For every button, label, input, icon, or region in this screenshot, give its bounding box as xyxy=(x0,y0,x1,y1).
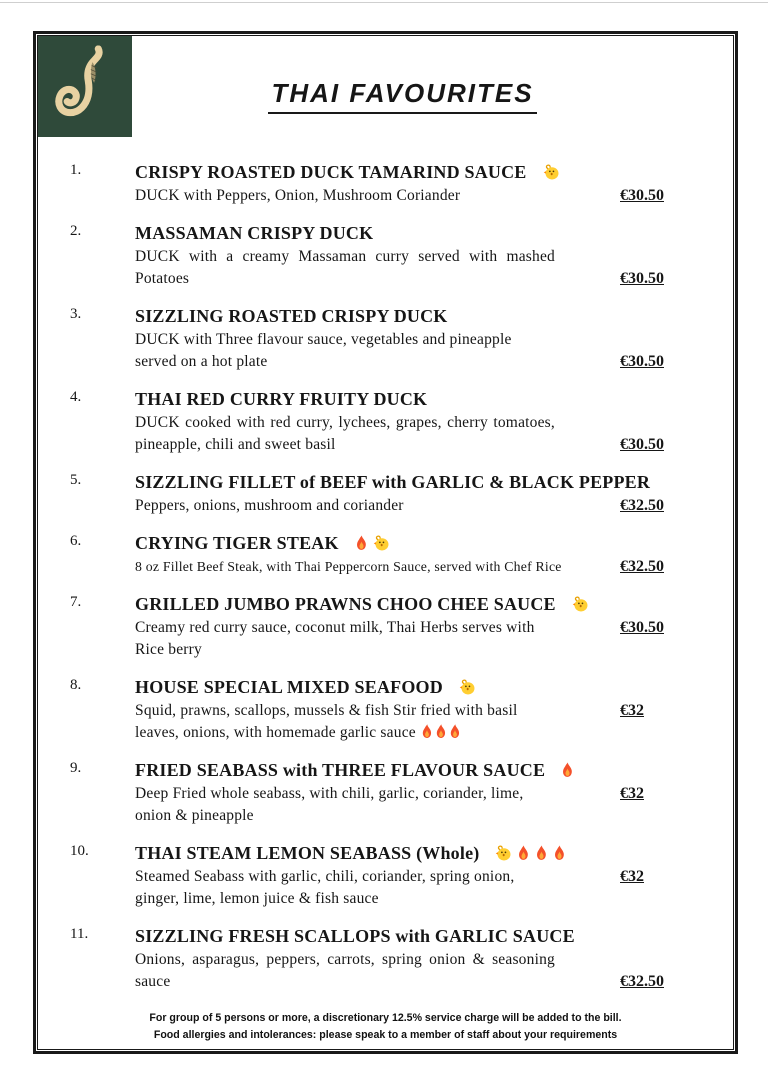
item-title: SIZZLING FRESH SCALLOPS with GARLIC SAUCE xyxy=(135,925,575,946)
item-title: CRYING TIGER STEAK xyxy=(135,532,339,553)
item-price: €32.50 xyxy=(620,973,664,990)
item-price: €32 xyxy=(620,785,644,802)
flame-icon xyxy=(553,845,566,861)
menu-item xyxy=(70,674,733,744)
item-title-icons xyxy=(561,762,574,778)
item-description: 8 oz Fillet Beef Steak, with Thai Peppercorn Sauce, served with Chef Rice xyxy=(135,559,562,574)
flame-icon xyxy=(449,724,461,739)
menu-item xyxy=(70,840,733,910)
item-number: 4. xyxy=(70,389,82,405)
item-title-icons xyxy=(355,535,390,552)
flame-icon xyxy=(435,724,447,739)
item-description: DUCK with Three flavour sauce, vegetables and pineapple served on a hot plate xyxy=(135,331,512,370)
item-number: 7. xyxy=(70,594,82,610)
item-number: 1. xyxy=(70,162,82,178)
item-description: DUCK cooked with red curry, lychees, grapes, cherry tomatoes, pineapple, chili and sweet basil xyxy=(135,414,555,453)
menu-item xyxy=(70,303,733,373)
menu-item xyxy=(70,220,733,290)
item-number: 8. xyxy=(70,677,82,693)
item-price: €30.50 xyxy=(620,619,664,636)
item-price: €30.50 xyxy=(620,270,664,287)
chick-icon xyxy=(459,679,476,696)
item-title: THAI STEAM LEMON SEABASS (Whole) xyxy=(135,842,480,863)
item-title: THAI RED CURRY FRUITY DUCK xyxy=(135,388,428,409)
flame-icon xyxy=(355,535,368,551)
menu-border-inner xyxy=(37,35,734,1050)
item-number: 2. xyxy=(70,223,82,239)
menu-item xyxy=(70,530,733,578)
menu-border-frame xyxy=(33,31,738,1054)
item-title: SIZZLING FILLET of BEEF with GARLIC & BLACK PEPPER xyxy=(135,471,651,492)
item-title: MASSAMAN CRISPY DUCK xyxy=(135,222,374,243)
item-number: 3. xyxy=(70,306,82,322)
item-title: HOUSE SPECIAL MIXED SEAFOOD xyxy=(135,676,443,697)
menu-item xyxy=(70,757,733,827)
chick-icon xyxy=(495,845,512,862)
item-price: €30.50 xyxy=(620,187,664,204)
item-number: 5. xyxy=(70,472,82,488)
restaurant-logo xyxy=(38,36,132,137)
spice-level-icons xyxy=(421,724,461,739)
item-number: 6. xyxy=(70,533,82,549)
flame-icon xyxy=(421,724,433,739)
flame-icon xyxy=(517,845,530,861)
item-description: DUCK with Peppers, Onion, Mushroom Coriander xyxy=(135,187,461,204)
service-charge-note: For group of 5 persons or more, a discretionary 12.5% service charge will be added to the bill. xyxy=(149,1012,622,1025)
item-number: 9. xyxy=(70,760,82,776)
item-price: €32 xyxy=(620,702,644,719)
footer-notes xyxy=(38,1010,733,1043)
item-description: DUCK with a creamy Massaman curry served with mashed Potatoes xyxy=(135,248,555,287)
item-price: €30.50 xyxy=(620,436,664,453)
allergy-note: Food allergies and intolerances: please speak to a member of staff about your requirements xyxy=(153,1028,618,1041)
item-price: €32.50 xyxy=(620,558,664,575)
page-edge xyxy=(0,2,768,3)
item-description: Onions, asparagus, peppers, carrots, spring onion & seasoning sauce xyxy=(135,951,555,990)
thai-ornament-icon xyxy=(46,44,124,130)
item-title-icons xyxy=(495,845,566,862)
item-description: Deep Fried whole seabass, with chili, garlic, coriander, lime, onion & pineapple xyxy=(135,785,524,824)
item-price: €32 xyxy=(620,868,644,885)
menu-item-list xyxy=(38,149,733,993)
item-description: Creamy red curry sauce, coconut milk, Thai Herbs serves with Rice berry xyxy=(135,619,535,658)
menu-item xyxy=(70,159,733,207)
menu-item xyxy=(70,923,733,993)
item-title-icons xyxy=(459,679,476,696)
item-price: €32.50 xyxy=(620,497,664,514)
item-description: Squid, prawns, scallops, mussels & fish Stir fried with basil leaves, onions, with homemade garlic sauce xyxy=(135,702,518,741)
menu-item xyxy=(70,386,733,456)
item-title-icons xyxy=(543,164,560,181)
item-price: €30.50 xyxy=(620,353,664,370)
item-number: 11. xyxy=(70,926,89,942)
chick-icon xyxy=(543,164,560,181)
item-number: 10. xyxy=(70,843,89,859)
flame-icon xyxy=(561,762,574,778)
menu-item xyxy=(70,469,733,517)
menu-item xyxy=(70,591,733,661)
item-description: Peppers, onions, mushroom and coriander xyxy=(135,497,404,514)
item-title: SIZZLING ROASTED CRISPY DUCK xyxy=(135,305,448,326)
item-description: Steamed Seabass with garlic, chili, coriander, spring onion, ginger, lime, lemon juice & fish sauce xyxy=(135,868,515,907)
chick-icon xyxy=(373,535,390,552)
page-title: THAI FAVOURITES xyxy=(38,78,733,109)
item-title: FRIED SEABASS with THREE FLAVOUR SAUCE xyxy=(135,759,546,780)
flame-icon xyxy=(535,845,548,861)
item-title: GRILLED JUMBO PRAWNS CHOO CHEE SAUCE xyxy=(135,593,556,614)
item-title: CRISPY ROASTED DUCK TAMARIND SAUCE xyxy=(135,161,527,182)
